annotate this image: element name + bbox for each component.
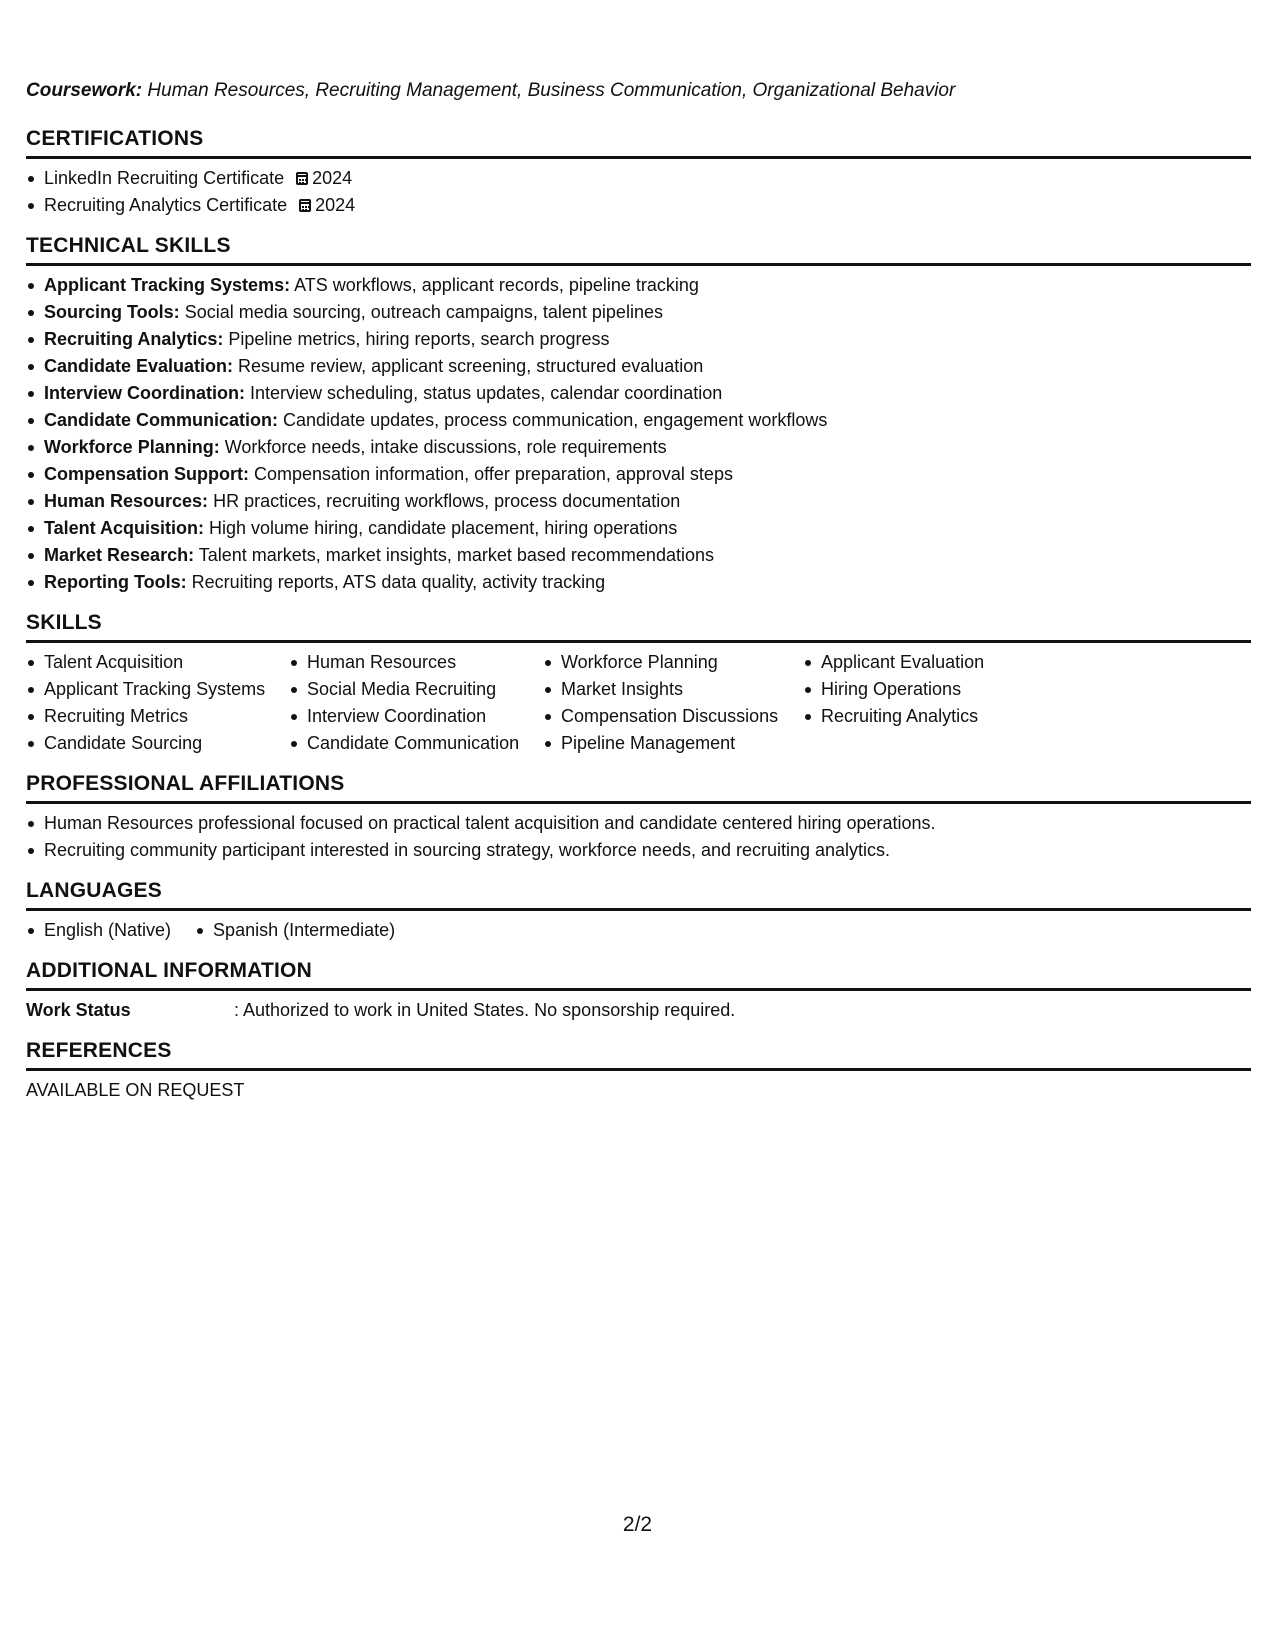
certification-year: 2024 bbox=[312, 168, 353, 188]
references-heading: REFERENCES bbox=[26, 1038, 1251, 1071]
list-item: Market Insights bbox=[543, 676, 803, 703]
additional-info-section bbox=[26, 958, 1251, 1024]
list-item: Candidate Communication bbox=[289, 730, 543, 757]
skill-label: Applicant Tracking Systems: bbox=[44, 275, 291, 295]
affiliations-section bbox=[26, 771, 1251, 864]
skills-column bbox=[803, 649, 1063, 757]
list-item: Applicant Evaluation bbox=[803, 649, 1063, 676]
list-item: Spanish (Intermediate) bbox=[195, 917, 395, 944]
skill-label: Human Resources: bbox=[44, 491, 209, 511]
work-status-row bbox=[26, 997, 1251, 1024]
certification-name: LinkedIn Recruiting Certificate bbox=[44, 168, 285, 188]
certifications-heading: CERTIFICATIONS bbox=[26, 126, 1251, 159]
technical-skills-heading: TECHNICAL SKILLS bbox=[26, 233, 1251, 266]
list-item bbox=[26, 299, 1251, 326]
certification-year: 2024 bbox=[315, 195, 356, 215]
list-item bbox=[26, 165, 1251, 192]
list-item: Recruiting Metrics bbox=[26, 703, 289, 730]
list-item bbox=[26, 461, 1251, 488]
languages-section bbox=[26, 878, 1251, 944]
list-item: Recruiting Analytics bbox=[803, 703, 1063, 730]
list-item bbox=[26, 407, 1251, 434]
calendar-icon bbox=[299, 199, 311, 212]
list-item: Candidate Sourcing bbox=[26, 730, 289, 757]
list-item: Human Resources professional focused on practical talent acquisition and candidate centered hiring operations. bbox=[26, 810, 1251, 837]
certification-name: Recruiting Analytics Certificate bbox=[44, 195, 288, 215]
page-number: 2/2 bbox=[622, 1513, 653, 1536]
list-item: Workforce Planning bbox=[543, 649, 803, 676]
skill-label: Talent Acquisition: bbox=[44, 518, 204, 538]
list-item: Hiring Operations bbox=[803, 676, 1063, 703]
work-status-value: : Authorized to work in United States. No sponsorship required. bbox=[234, 1000, 736, 1020]
coursework-label: Coursework: bbox=[26, 80, 143, 101]
list-item bbox=[26, 326, 1251, 353]
certifications-section bbox=[26, 126, 1251, 219]
skill-text: Candidate updates, process communication, engagement workflows bbox=[283, 410, 828, 430]
coursework-text: Human Resources, Recruiting Management, Business Communication, Organizational Behavior bbox=[147, 80, 956, 101]
skill-label: Reporting Tools: bbox=[44, 572, 187, 592]
skills-section bbox=[26, 610, 1251, 757]
calendar-icon bbox=[296, 172, 308, 185]
list-item: Recruiting community participant interested in sourcing strategy, workforce needs, and recruiting analytics. bbox=[26, 837, 1251, 864]
skill-text: High volume hiring, candidate placement, hiring operations bbox=[209, 518, 678, 538]
skill-label: Compensation Support: bbox=[44, 464, 249, 484]
coursework-line bbox=[26, 78, 1251, 104]
skill-text: Social media sourcing, outreach campaigns, talent pipelines bbox=[184, 302, 663, 322]
skill-label: Candidate Evaluation: bbox=[44, 356, 234, 376]
list-item bbox=[26, 353, 1251, 380]
skills-column bbox=[26, 649, 289, 757]
skills-column bbox=[289, 649, 543, 757]
skill-label: Workforce Planning: bbox=[44, 437, 220, 457]
skill-label: Recruiting Analytics: bbox=[44, 329, 224, 349]
skill-label: Interview Coordination: bbox=[44, 383, 246, 403]
skill-text: HR practices, recruiting workflows, process documentation bbox=[213, 491, 681, 511]
list-item: Human Resources bbox=[289, 649, 543, 676]
technical-skills-list bbox=[26, 272, 1251, 596]
list-item bbox=[26, 272, 1251, 299]
skill-label: Sourcing Tools: bbox=[44, 302, 180, 322]
skill-text: Talent markets, market insights, market based recommendations bbox=[198, 545, 714, 565]
list-item bbox=[26, 488, 1251, 515]
skill-text: Compensation information, offer preparation, approval steps bbox=[254, 464, 733, 484]
list-item bbox=[26, 192, 1251, 219]
languages-heading: LANGUAGES bbox=[26, 878, 1251, 911]
list-item: Talent Acquisition bbox=[26, 649, 289, 676]
skills-heading: SKILLS bbox=[26, 610, 1251, 643]
languages-list bbox=[26, 917, 1251, 944]
list-item: Interview Coordination bbox=[289, 703, 543, 730]
list-item: English (Native) bbox=[26, 917, 171, 944]
skill-text: ATS workflows, applicant records, pipeline tracking bbox=[294, 275, 699, 295]
list-item bbox=[26, 380, 1251, 407]
skills-column bbox=[543, 649, 803, 757]
list-item bbox=[26, 569, 1251, 596]
skill-text: Interview scheduling, status updates, calendar coordination bbox=[250, 383, 723, 403]
list-item bbox=[26, 515, 1251, 542]
references-section bbox=[26, 1038, 1251, 1104]
list-item bbox=[26, 542, 1251, 569]
technical-skills-section bbox=[26, 233, 1251, 596]
skill-label: Market Research: bbox=[44, 545, 195, 565]
additional-info-heading: ADDITIONAL INFORMATION bbox=[26, 958, 1251, 991]
list-item bbox=[26, 434, 1251, 461]
list-item: Pipeline Management bbox=[543, 730, 803, 757]
list-item: Compensation Discussions bbox=[543, 703, 803, 730]
skills-grid bbox=[26, 649, 1251, 757]
resume-page bbox=[26, 78, 1251, 1118]
skill-label: Candidate Communication: bbox=[44, 410, 279, 430]
references-text: AVAILABLE ON REQUEST bbox=[26, 1080, 245, 1100]
certifications-list bbox=[26, 165, 1251, 219]
affiliations-list bbox=[26, 810, 1251, 864]
list-item: Social Media Recruiting bbox=[289, 676, 543, 703]
list-item: Applicant Tracking Systems bbox=[26, 676, 289, 703]
skill-text: Recruiting reports, ATS data quality, activity tracking bbox=[191, 572, 606, 592]
skill-text: Workforce needs, intake discussions, role requirements bbox=[224, 437, 667, 457]
work-status-label: Work Status bbox=[26, 1000, 131, 1020]
skill-text: Pipeline metrics, hiring reports, search progress bbox=[228, 329, 610, 349]
skill-text: Resume review, applicant screening, structured evaluation bbox=[238, 356, 704, 376]
affiliations-heading: PROFESSIONAL AFFILIATIONS bbox=[26, 771, 1251, 804]
